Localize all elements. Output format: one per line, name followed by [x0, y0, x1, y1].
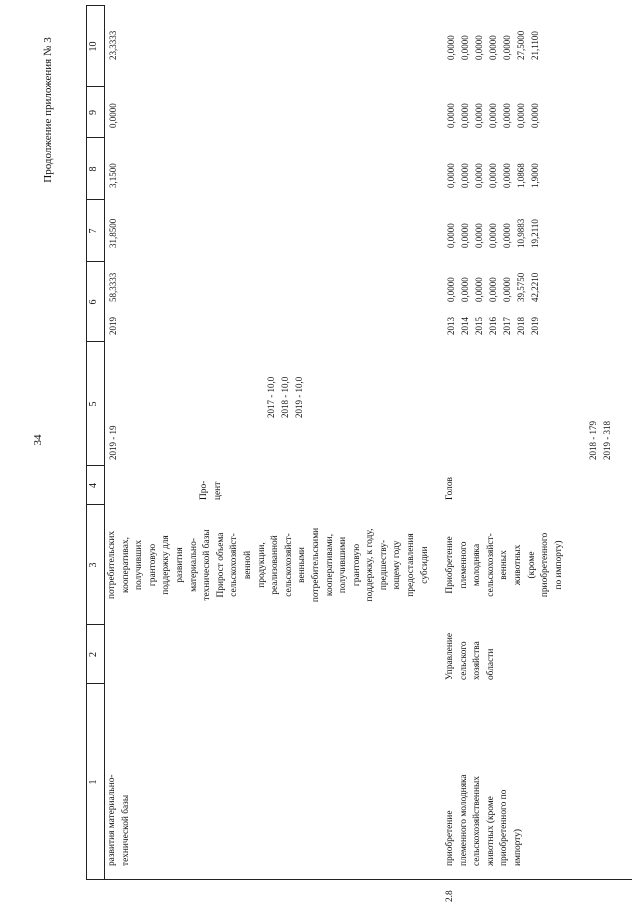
header-col-5: 5 [88, 401, 99, 407]
row-top-col6-year: 2019 [108, 317, 118, 335]
row-top-col8: 3,1500 [108, 163, 118, 188]
row-top-col3: потребительских кооперативах, получивших грантовую поддержку для развития материально- технической базы Прирост объема сельскохозяйст- венной продукции, реализованной сельскохозяйст- венными потребительскими кооперативами, получившими грантовую поддержку, к году, предшеству- ющему году предоставления субсидии [107, 527, 430, 603]
row-28-years: 2013 2014 2015 2016 2017 2018 2019 [446, 317, 540, 335]
row-top-col9: 0,0000 [108, 103, 118, 128]
row-28-col1: приобретение племенного молодняка сельскохозяйственных животных (кроме приобретенного по импорту) [445, 774, 523, 866]
row-28-col7: 0,0000 0,0000 0,0000 0,0000 0,0000 10,9883 19,2110 [446, 218, 540, 248]
header-col-6: 6 [88, 299, 99, 305]
data-table [0, 5, 640, 902]
row-28-col6: 0,0000 0,0000 0,0000 0,0000 0,0000 39,5750 42,2210 [446, 272, 540, 302]
header-col-9: 9 [88, 110, 99, 115]
row-28-col2: Управление сельского хозяйства области [445, 632, 496, 680]
header-col-8: 8 [88, 166, 99, 172]
row-28-col8: 0,0000 0,0000 0,0000 0,0000 0,0000 1,0868 1,9000 [446, 163, 540, 188]
row-28-number: 2.8 [445, 890, 455, 902]
header-col-4: 4 [88, 483, 99, 488]
header-col-7: 7 [88, 228, 99, 234]
row-top-col4: Про- цент [199, 480, 223, 500]
row-top-col5-a: 2019 - 19 [108, 425, 118, 460]
row-top-col7: 31,8500 [108, 218, 118, 248]
header-col-3: 3 [88, 562, 99, 568]
row-28-col4: Голов [445, 477, 455, 500]
row-top-col6: 58,3333 [108, 272, 118, 302]
page-number: 34 [32, 434, 44, 446]
row-top-col5-b: 2017 - 10,0 2018 - 10,0 2019 - 10,0 [266, 376, 304, 418]
header-col-10: 10 [88, 41, 99, 52]
header-bottom-border [104, 5, 105, 880]
continuation-caption: Продолжение приложения № 3 [42, 37, 54, 183]
header-col-2: 2 [88, 652, 99, 657]
row-top-col10: 23,3333 [108, 30, 118, 60]
col-border [86, 879, 632, 880]
row-28-col9: 0,0000 0,0000 0,0000 0,0000 0,0000 0,0000 0,0000 [446, 103, 540, 128]
row-28-col3: Приобретение племенного молодняка сельскохозяйст- венных животных (кроме приобретенного по импорту) [445, 532, 564, 598]
row-28-col5: 2018 - 179 2019 - 318 [588, 421, 612, 460]
row-top-col1: развития материально- технической базы [107, 774, 131, 866]
row-28-col10: 0,0000 0,0000 0,0000 0,0000 0,0000 27,5000 21,1100 [446, 30, 540, 60]
header-col-1: 1 [88, 779, 99, 785]
